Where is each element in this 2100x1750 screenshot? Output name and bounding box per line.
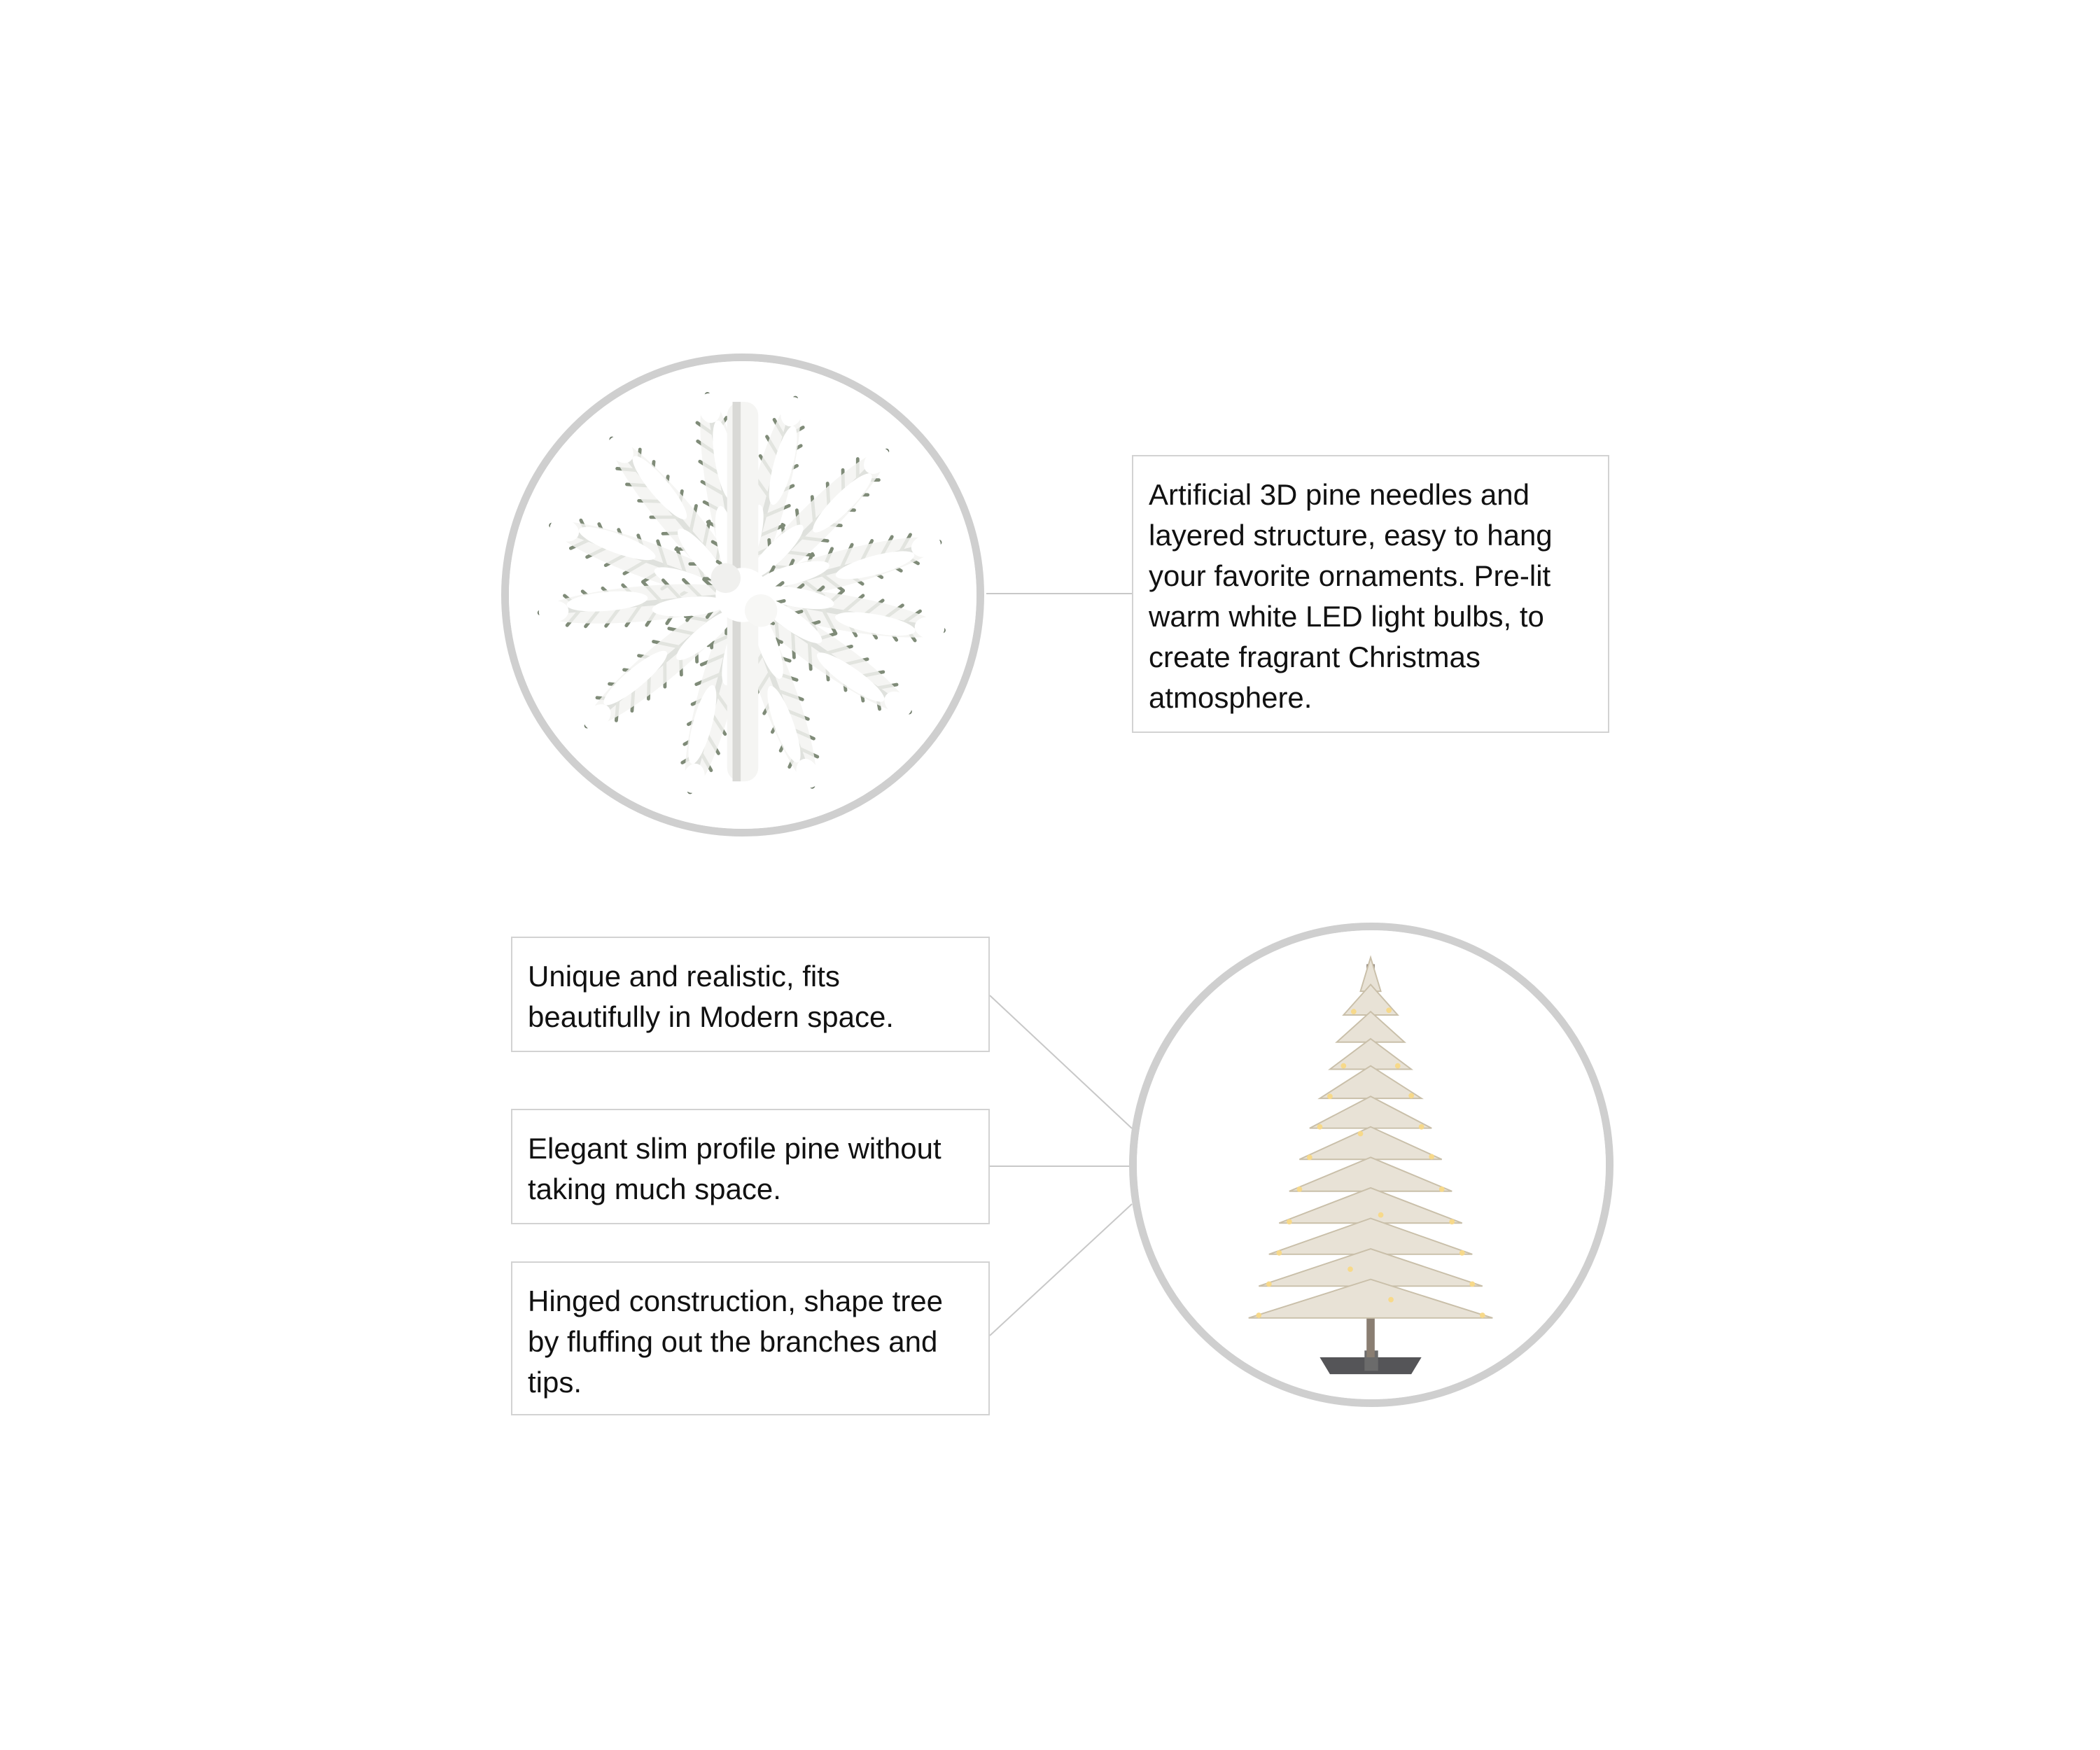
callout-realistic: Unique and realistic, fits beautifully in Modern space. (511, 937, 990, 1052)
flocked-branch-icon (509, 361, 976, 829)
connector-hinged (990, 1204, 1132, 1336)
callout-hinged: Hinged construction, shape tree by fluffing out the branches and tips. (511, 1261, 990, 1415)
full-tree-image (1129, 923, 1614, 1407)
branch-closeup-image (501, 354, 984, 836)
connector-realistic (990, 995, 1132, 1128)
callout-needles: Artificial 3D pine needles and layered structure, easy to hang your favorite ornaments. Pre-lit warm white LED light bulbs, to create fragrant Christmas atmosphere. (1132, 455, 1609, 733)
callout-slim: Elegant slim profile pine without taking much space. (511, 1109, 990, 1224)
slim-tree-icon (1137, 930, 1606, 1399)
